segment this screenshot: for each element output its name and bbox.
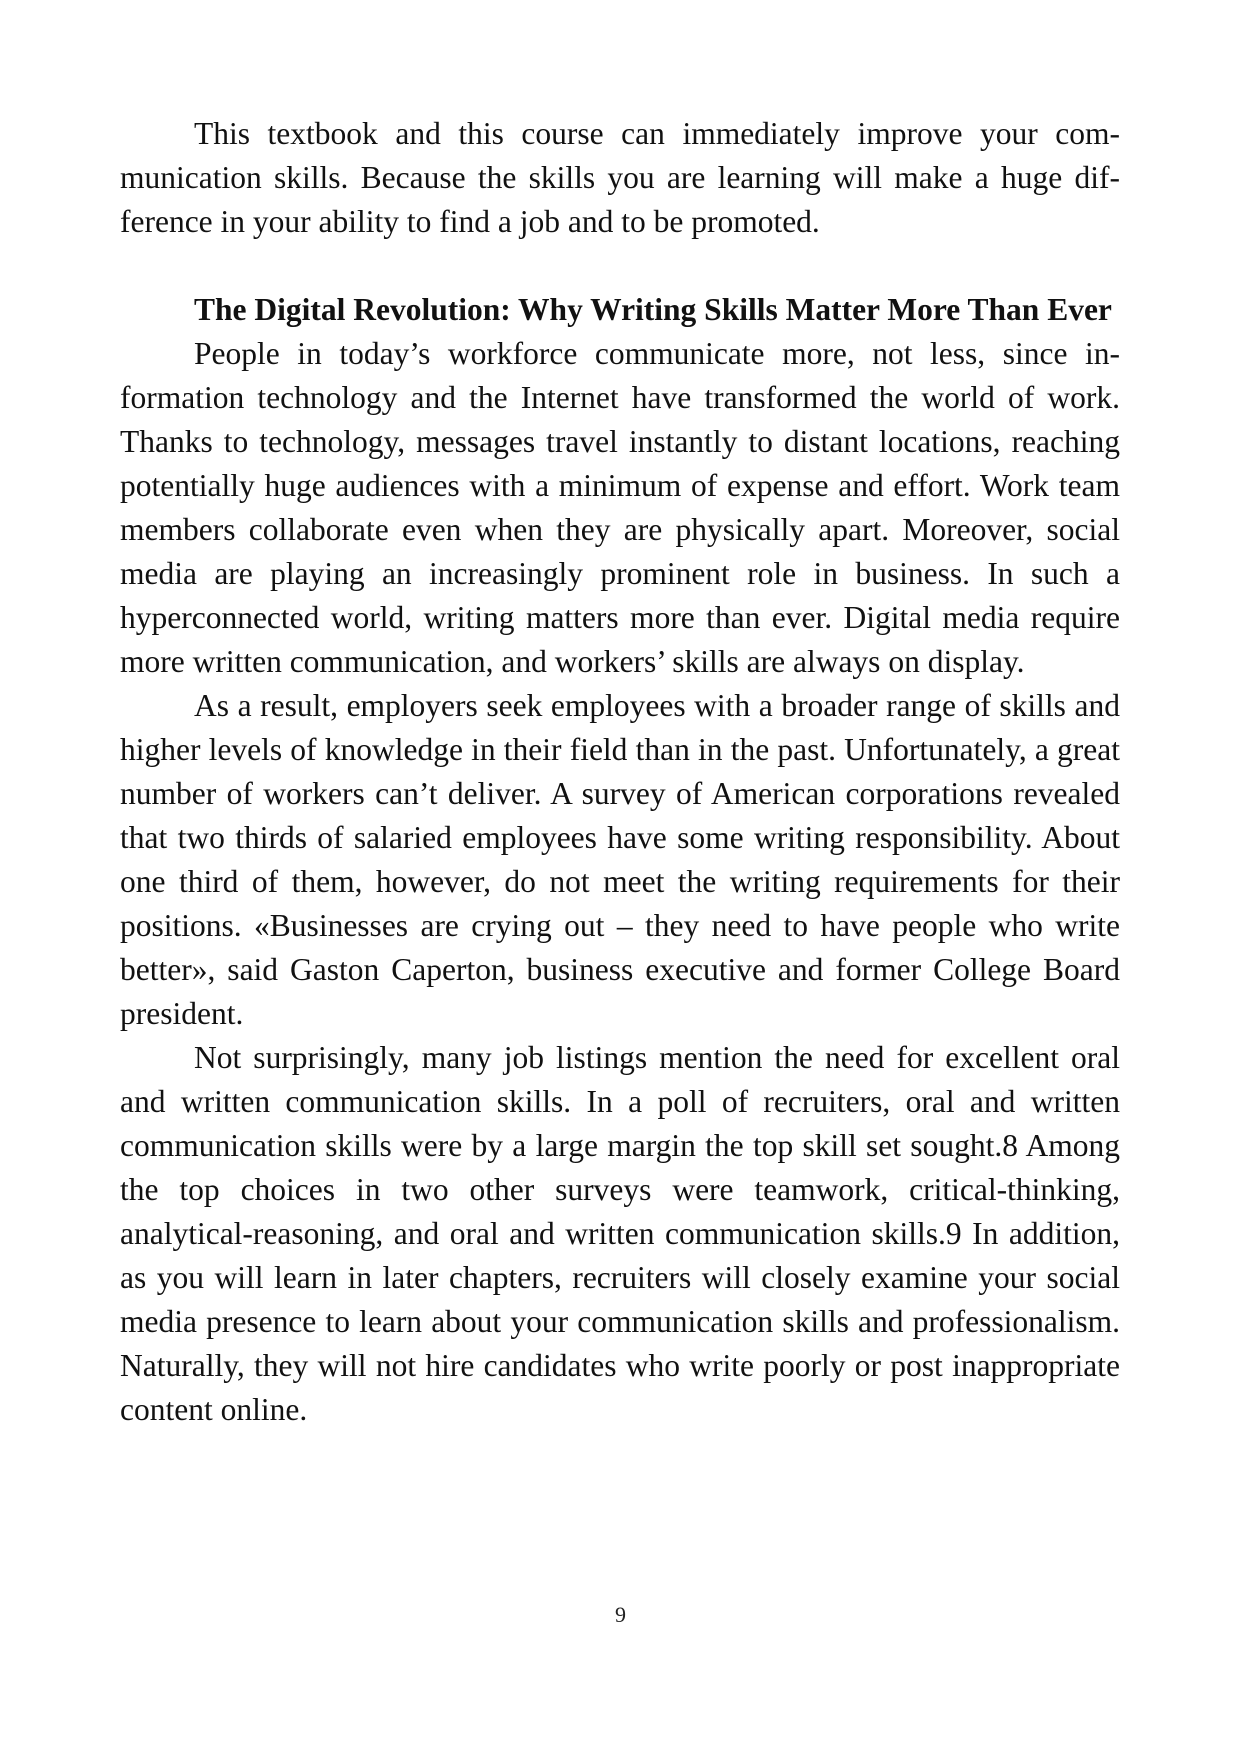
section-heading: The Digital Revolution: Why Writing Skills Matter More Than Ever — [194, 292, 1112, 327]
page-body — [120, 112, 1120, 1432]
intro-paragraph: This textbook and this course can immediately improve your communication skills. Because the skills you are learning will make a huge difference in your ability to find a job and to be promoted. — [120, 116, 1120, 239]
page-number: 9 — [615, 1602, 626, 1627]
body-paragraph-2: As a result, employers seek employees with a broader range of skills and higher levels of knowledge in their field than in the past. Unfortunately, a great number of workers can’t deliver. A survey of American corporations revealed that two thirds of salaried employees have some writing responsibility. About one third of them, however, do not meet the writing requirements for their positions. «Businesses are crying out – they need to have people who write better», said Gaston Caperton, business executive and former College Board president. — [120, 688, 1120, 1031]
body-paragraph-3: Not surprisingly, many job listings mention the need for excellent oral and written communication skills. In a poll of recruiters, oral and written communication skills were by a large margin the top skill set sought.8 Among the top choices in two other surveys were teamwork, critical-thinking, analytical-reasoning, and oral and written communication skills.9 In addition, as you will learn in later chapters, recruiters will closely examine your social media presence to learn about your communication skills and professionalism. Naturally, they will not hire candidates who write poorly or post inappropriate content online. — [120, 1040, 1120, 1427]
body-paragraph-1: People in today’s workforce communicate more, not less, since information technology and the Internet have transformed the world of work. Thanks to technology, messages travel instantly to distant locations, reaching potentially huge audiences with a minimum of expense and effort. Work team members collaborate even when they are physically apart. Moreover, social media are playing an increasingly prominent role in business. In such a hyperconnected world, writing matters more than ever. Digital media require more written communication, and workers’ skills are always on display. — [120, 336, 1120, 679]
